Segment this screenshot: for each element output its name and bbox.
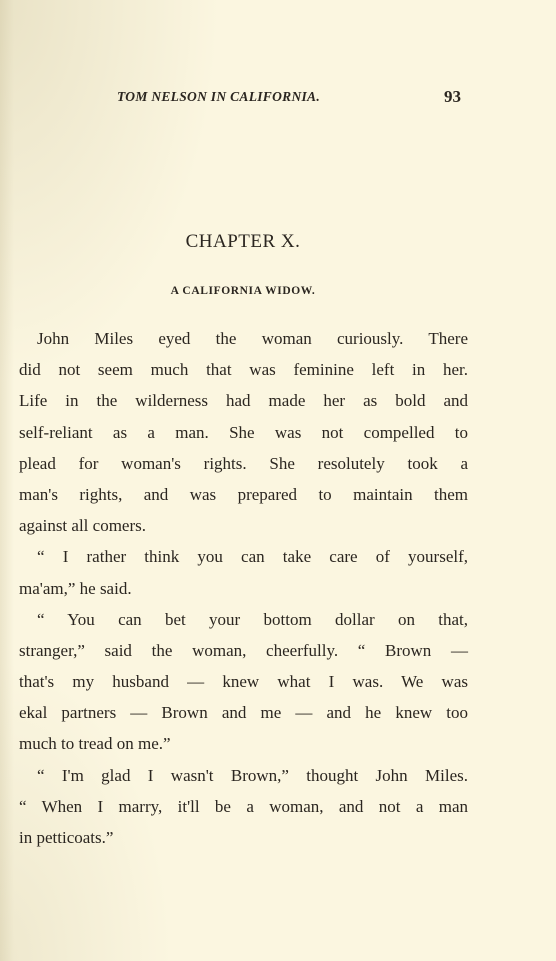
text-line: “ I rather think you can take care of yourself, [37,547,468,567]
text-line: did not seem much that was feminine left in her. [19,360,468,380]
text-line: against all comers. [19,516,146,536]
text-line: man's rights, and was prepared to maintain them [19,484,468,504]
text-line: “ You can bet your bottom dollar on that, [37,609,468,629]
text-line: “ When I marry, it'll be a woman, and not a man [19,796,468,816]
text-line: stranger,” said the woman, cheerfully. “ Brown — [19,640,468,660]
text-line: John Miles eyed the woman curiously. There [37,329,468,348]
chapter-subtitle: A CALIFORNIA WIDOW. [170,285,316,297]
chapter-title: CHAPTER X. [185,231,301,252]
page-number: 93 [444,87,461,106]
text-line: that's my husband — knew what I was. We was [19,672,468,692]
text-line: Life in the wilderness had made her as bold and [19,391,468,411]
text-line: self-reliant as a man. She was not compelled to [19,422,468,442]
text-line: plead for woman's rights. She resolutely took a [19,453,468,473]
text-line: in petticoats.” [19,828,114,847]
text-line: ekal partners — Brown and me — and he knew too [19,703,468,723]
running-head-title: TOM NELSON IN CALIFORNIA. [117,89,321,104]
text-line: much to tread on me.” [19,734,171,754]
text-line: “ I'm glad I wasn't Brown,” thought John Miles. [37,765,468,785]
text-line: ma'am,” he said. [19,578,132,598]
chapter-body-text [19,323,468,853]
